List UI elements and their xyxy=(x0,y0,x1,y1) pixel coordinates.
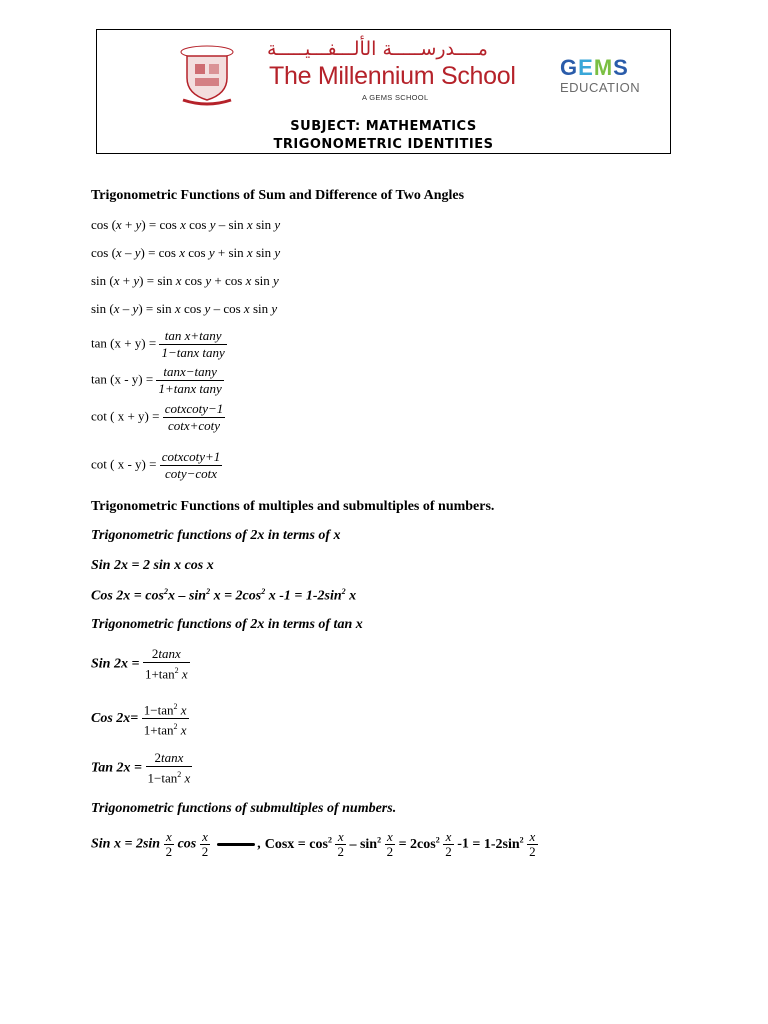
cot-sum-lhs: cot ( x + y) = xyxy=(91,408,160,424)
identity-cos-sum: cos (x + y) = cos x cos y – sin x sin y xyxy=(91,217,281,232)
identity-cot-sum xyxy=(91,401,225,434)
sin2x-tan-fraction: $\frac{2\tan x}{1+\tan^2 x}$ xyxy=(144,646,188,682)
cos2x-tan-lhs: Cos 2x= xyxy=(91,711,139,727)
gems-school-caption: A GEMS SCHOOL xyxy=(362,93,429,102)
cot-sum-denominator: cotx+coty xyxy=(167,418,221,433)
identity-sin-2x-tan xyxy=(91,646,190,682)
identity-tan-2x xyxy=(91,750,192,786)
gems-education-text: EDUCATION xyxy=(560,80,641,95)
school-crest-logo xyxy=(177,42,237,106)
tan-sum-fraction xyxy=(159,328,226,361)
identity-cos-2x-tan xyxy=(91,699,189,739)
identity-cos-2x: Cos $2x = \cos^2x - \sin^2 x = 2\cos^2$ x $-1 = 1-2\sin^2$ x xyxy=(91,587,357,604)
identity-cot-diff xyxy=(91,449,222,482)
identity-sin-sum: sin (x + y) = sin x cos y + cos x sin y xyxy=(91,273,279,288)
subsection-title-2x-in-x: Trigonometric functions of 2x in terms of x xyxy=(91,528,341,543)
gems-education-logo xyxy=(560,57,640,95)
subsection-title-2x-in-tan: Trigonometric functions of 2x in terms of tan x xyxy=(91,617,363,632)
eq-2cos: = $2\cos^2$ xyxy=(398,835,440,852)
half-x-fraction-4: $\frac{x}{2}$ xyxy=(386,829,394,859)
section-title-multiples: Trigonometric Functions of multiples and submultiples of numbers. xyxy=(91,499,495,514)
subsection-title-submultiples: Trigonometric functions of submultiples of numbers. xyxy=(91,801,397,816)
tan-diff-lhs: tan (x - y) = xyxy=(91,371,154,387)
cos-word: cos xyxy=(177,836,197,852)
identity-sin-diff: sin (x – y) = sin x cos y – cos x sin y xyxy=(91,301,278,316)
tan2x-lhs: Tan 2x = xyxy=(91,760,143,776)
cot-diff-fraction xyxy=(160,449,223,482)
school-name: The Millennium School xyxy=(269,62,516,90)
minus-one: -1 xyxy=(457,836,469,852)
tan2x-fraction: $\frac{2\tan x}{1-\tan^2 x}$ xyxy=(147,750,191,786)
cot-diff-denominator: coty−cotx xyxy=(164,466,218,481)
cot-sum-numerator: cotxcoty−1 xyxy=(164,401,224,416)
half-x-fraction-6: $\frac{x}{2}$ xyxy=(529,829,536,859)
gems-wordmark: GEMS xyxy=(560,55,629,80)
identity-half-angle: Sin x = 2sin $\frac{x}{2}$ cos $\frac{x}{2}$ , Cosx = $\cos^2$ $\frac{x}{2}$ – $\sin^2$ $\frac{x}{2}$ = $2\cos^2$ $\frac{x}{2}$ $-1 = 1-2\sin^2$ $\frac{x}{2}$ xyxy=(91,829,536,859)
half-x-fraction-1: $\frac{x}{2}$ xyxy=(165,829,173,859)
identity-tan-diff xyxy=(91,364,224,397)
tan-sum-denominator: 1−tanx tany xyxy=(161,345,225,360)
subject-heading: SUBJECT: MATHEMATICS xyxy=(290,119,477,134)
letterhead xyxy=(96,29,671,154)
tan-diff-denominator: 1+tanx tany xyxy=(158,381,222,396)
cot-diff-lhs: cot ( x - y) = xyxy=(91,456,157,472)
half-x-fraction-2: $\frac{x}{2}$ xyxy=(201,829,209,859)
identity-cos-diff: cos (x – y) = cos x cos y + sin x sin y xyxy=(91,245,281,260)
school-name-arabic: مــــدرســـــة الألـــفـــيـــــة xyxy=(267,38,488,60)
half-x-fraction-3: $\frac{x}{2}$ xyxy=(337,829,344,859)
tan-diff-fraction xyxy=(156,364,223,397)
tan-sum-numerator: tan x+tany xyxy=(159,328,226,345)
cot-sum-fraction xyxy=(163,401,226,434)
tan-sum-lhs: tan (x + y) = xyxy=(91,335,157,351)
cot-diff-numerator: cotxcoty+1 xyxy=(161,449,221,464)
identity-tan-sum xyxy=(91,328,227,361)
section-title-sum-difference: Trigonometric Functions of Sum and Difference of Two Angles xyxy=(91,188,465,203)
tan-diff-numerator: tanx−tany xyxy=(156,364,223,381)
cos2x-tan-fraction: $\frac{1-\tan^2 x}{1+\tan^2 x}$ xyxy=(142,699,189,739)
minus-sin: – $\sin^2$ xyxy=(349,835,382,852)
eq-1-2sin: = $1-2\sin^2$ xyxy=(472,835,524,852)
sin2x-tan-lhs: Sin 2x = xyxy=(91,656,140,672)
topic-heading: TRIGONOMETRIC IDENTITIES xyxy=(273,137,494,152)
pen-mark xyxy=(217,843,255,846)
sinx-lhs: Sin x = 2sin xyxy=(91,836,161,852)
half-x-fraction-5: $\frac{x}{2}$ xyxy=(445,829,452,859)
identity-sin-2x: Sin 2x = 2 sin x cos x xyxy=(91,558,214,573)
cosx-lhs: Cosx = $\cos^2$ xyxy=(264,835,332,852)
